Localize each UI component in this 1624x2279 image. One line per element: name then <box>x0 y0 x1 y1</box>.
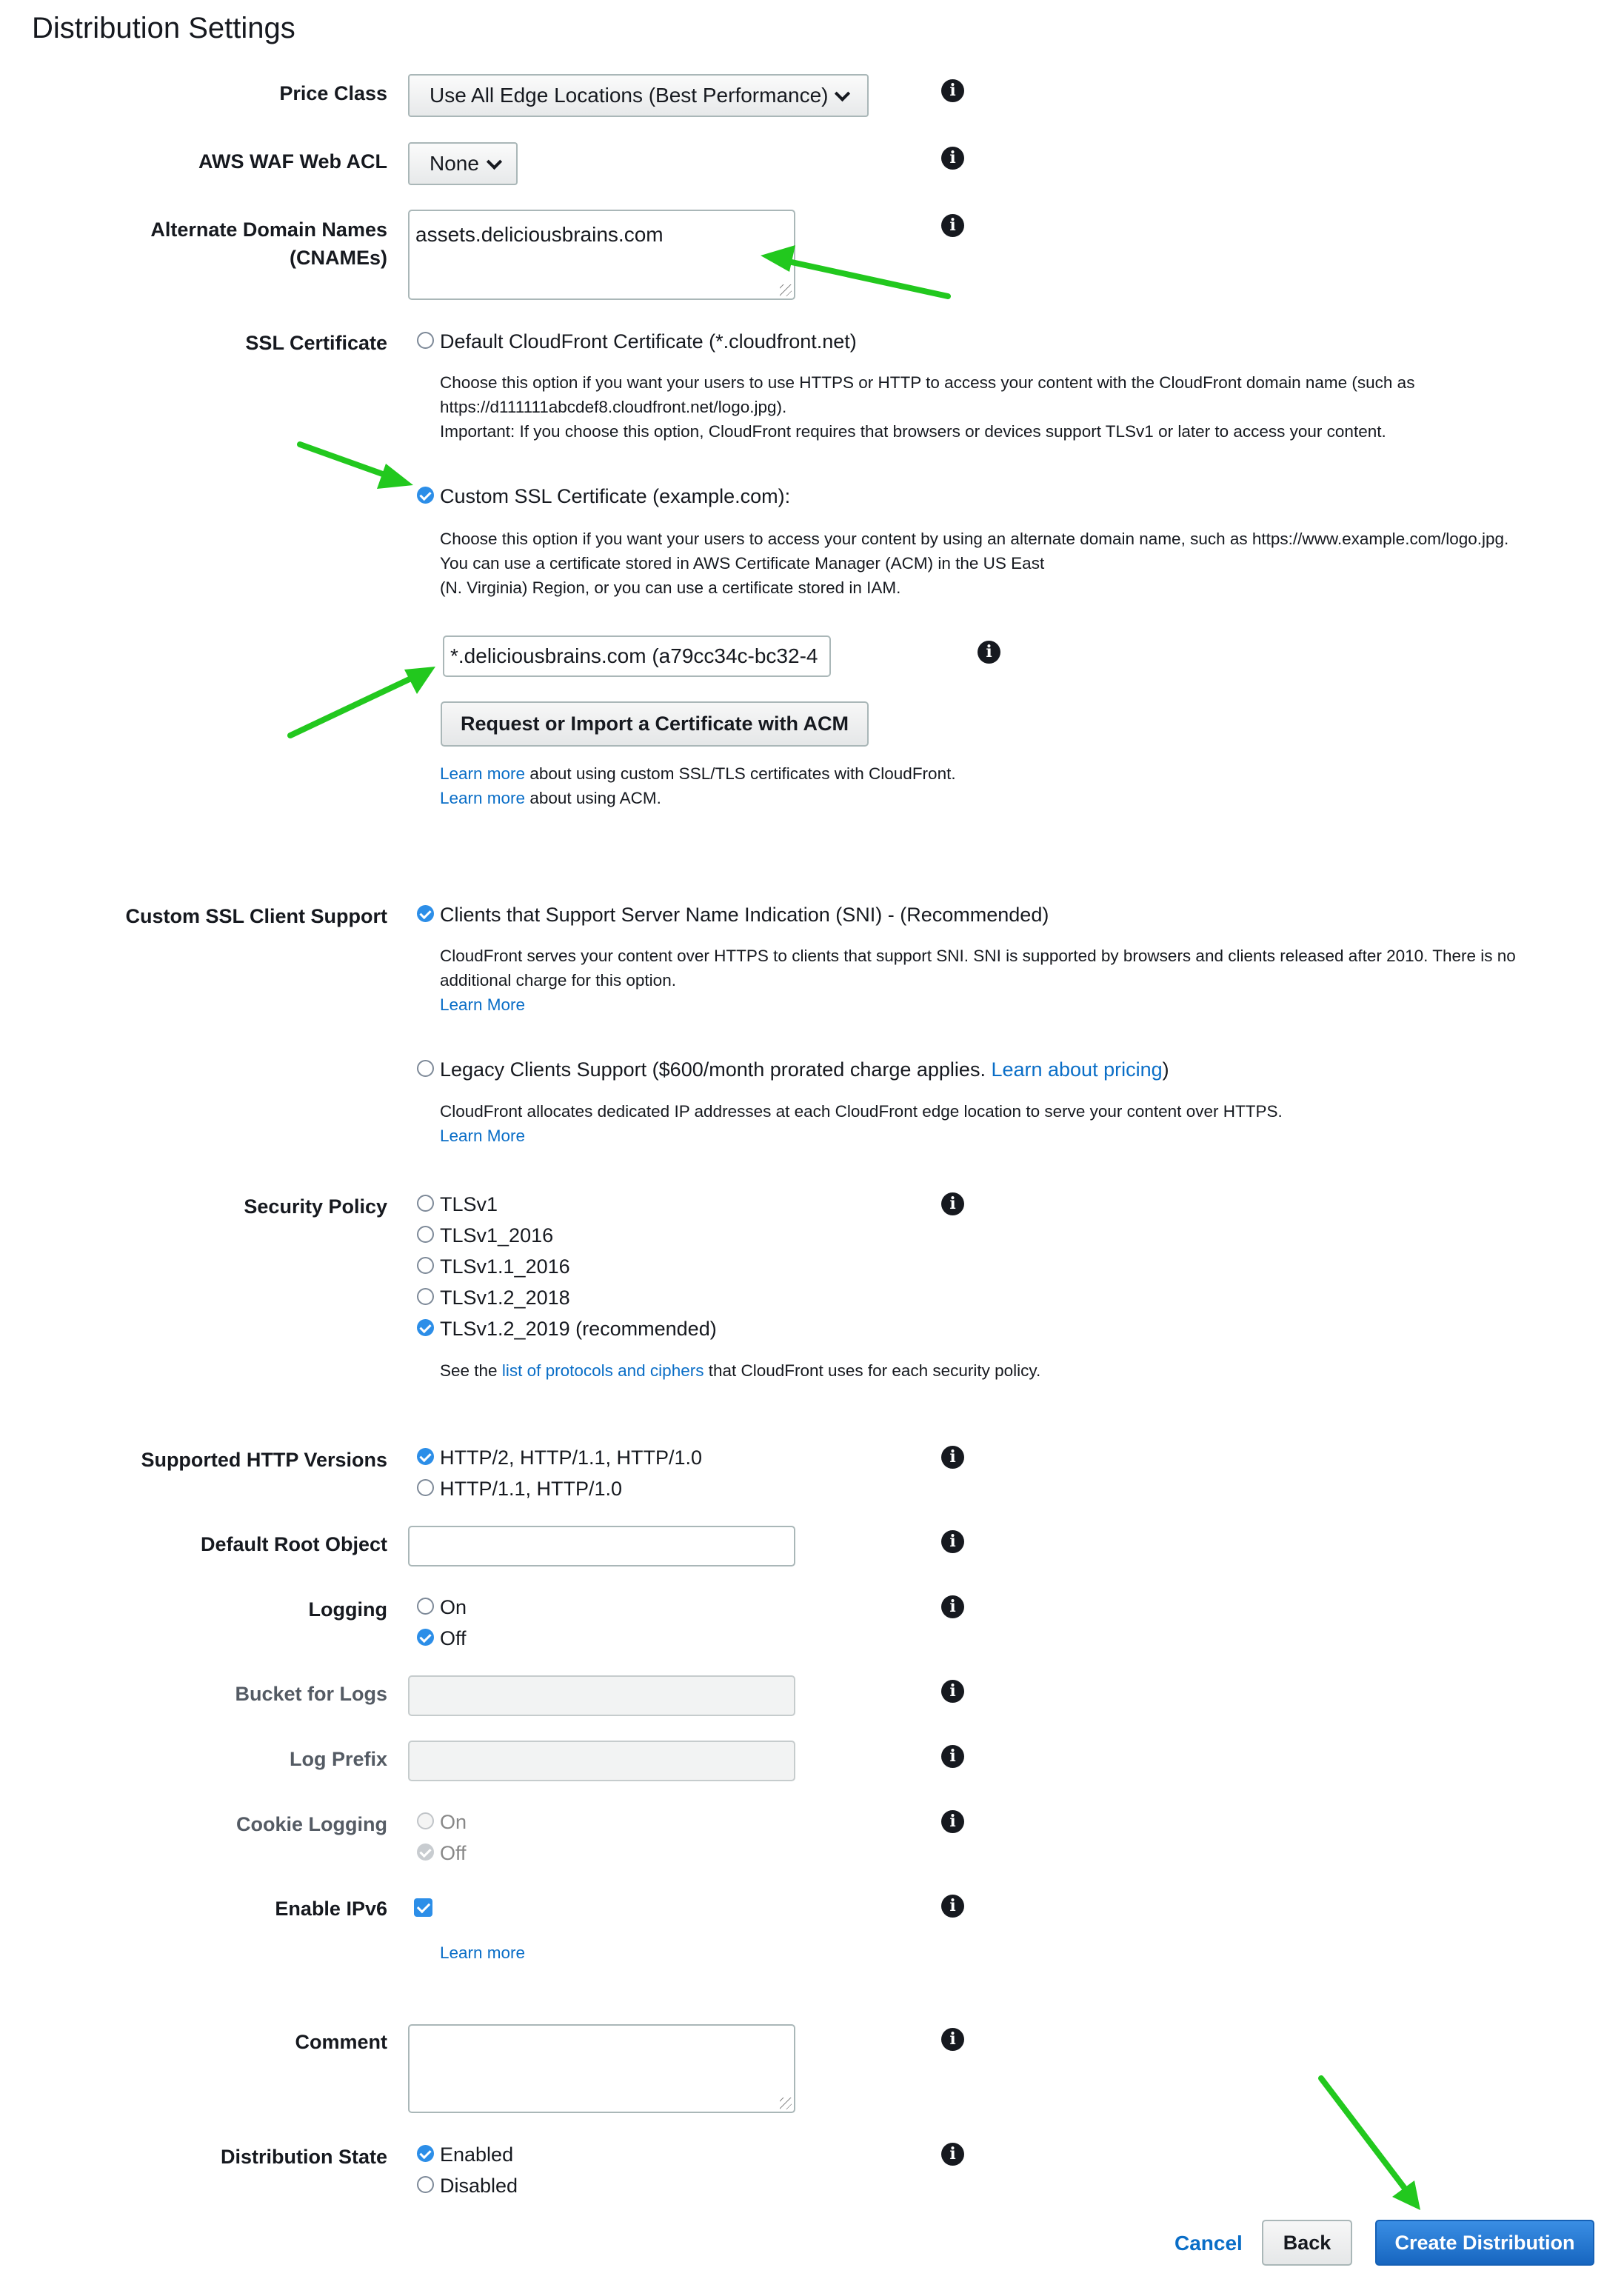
cookie-logging-label: Cookie Logging <box>236 1813 387 1835</box>
tls-option[interactable]: TLSv1_2016 <box>440 1224 554 1247</box>
http-versions-label: Supported HTTP Versions <box>141 1449 387 1471</box>
log-prefix-label: Log Prefix <box>289 1748 387 1770</box>
log-prefix-info-icon[interactable]: i <box>941 1745 964 1768</box>
security-policy-label: Security Policy <box>244 1195 387 1218</box>
client-support-label: Custom SSL Client Support <box>125 905 387 927</box>
ssl-custom-option[interactable]: Custom SSL Certificate (example.com): <box>440 485 791 507</box>
dist-state-info-icon[interactable]: i <box>941 2143 964 2166</box>
certificate-value: *.deliciousbrains.com (a79cc34c-bc32-4 <box>450 644 818 667</box>
arrow-head-icon <box>1392 2180 1420 2210</box>
tls-option[interactable]: TLSv1.2_2019 (recommended) <box>440 1318 717 1340</box>
bucket-info-icon[interactable]: i <box>941 1680 964 1703</box>
arrow-cnames <box>785 261 948 296</box>
cancel-link[interactable]: Cancel <box>1174 2232 1243 2255</box>
ipv6-info-icon[interactable]: i <box>941 1895 964 1918</box>
arrow-create <box>1321 2078 1406 2189</box>
sni-option[interactable]: Clients that Support Server Name Indication (SNI) - (Recommended) <box>440 904 1049 926</box>
arrow-head-icon <box>377 464 413 489</box>
comment-info-icon[interactable]: i <box>941 2028 964 2051</box>
price-class-value: Use All Edge Locations (Best Performance) <box>430 84 829 107</box>
learn-more-acm-link[interactable]: Learn more <box>440 789 526 807</box>
http-version-option[interactable]: HTTP/1.1, HTTP/1.0 <box>440 1478 623 1500</box>
request-acm-button[interactable]: Request or Import a Certificate with ACM <box>441 701 869 747</box>
cnames-info-icon[interactable]: i <box>941 214 964 237</box>
dist-state-enabled-option[interactable]: Enabled <box>440 2143 514 2166</box>
legacy-description: CloudFront allocates dedicated IP addresses at each CloudFront edge location to serve your content over HTTPS. Learn More <box>440 1102 1283 1145</box>
cnames-label-line2: (CNAMEs) <box>290 247 387 269</box>
learn-about-pricing-link[interactable]: Learn about pricing <box>991 1058 1163 1081</box>
comment-label: Comment <box>295 2031 387 2053</box>
logging-off-option[interactable]: Off <box>440 1627 467 1649</box>
sni-description: CloudFront serves your content over HTTPS to clients that support SNI. SNI is supported by browsers and clients released after 2010. There is no additional charge for this option. Learn More <box>440 947 1516 1014</box>
page-title: Distribution Settings <box>32 12 295 44</box>
dist-state-disabled-option[interactable]: Disabled <box>440 2175 518 2197</box>
cookie-logging-on-option[interactable]: On <box>440 1811 467 1833</box>
certificate-info-icon[interactable]: i <box>978 641 1000 664</box>
arrow-head-icon <box>761 245 795 272</box>
waf-value: None <box>430 152 479 175</box>
http-version-option[interactable]: HTTP/2, HTTP/1.1, HTTP/1.0 <box>440 1447 703 1469</box>
logging-label: Logging <box>308 1598 387 1621</box>
security-policy-note: See the list of protocols and ciphers that CloudFront uses for each security policy. <box>440 1361 1041 1380</box>
tls-option[interactable]: TLSv1 <box>440 1193 498 1215</box>
legacy-learn-more-link[interactable]: Learn More <box>440 1127 526 1145</box>
arrow-custom-ssl <box>300 444 389 476</box>
ssl-label: SSL Certificate <box>245 332 387 354</box>
tls-option[interactable]: TLSv1.2_2018 <box>440 1287 570 1309</box>
cnames-label-line1: Alternate Domain Names <box>150 218 387 241</box>
ssl-custom-description: Choose this option if you want your users to access your content by using an alternate domain name, such as https://www.example.com/logo.jpg. You can use a certificate stored in AWS Certificate Manager (ACM) in the US East (N. Virginia) Region, or you can use a certificate stored in IAM. <box>440 530 1509 597</box>
sni-learn-more-link[interactable]: Learn More <box>440 995 526 1014</box>
protocols-ciphers-link[interactable]: list of protocols and ciphers <box>501 1361 704 1380</box>
learn-more-ssl-link[interactable]: Learn more <box>440 764 526 783</box>
dist-state-label: Distribution State <box>220 2146 387 2168</box>
price-class-info-icon[interactable]: i <box>941 79 964 102</box>
create-distribution-button[interactable]: Create Distribution <box>1375 2220 1594 2266</box>
ssl-learn-more: Learn more about using custom SSL/TLS certificates with CloudFront. Learn more about using ACM. <box>440 764 956 807</box>
arrow-certificate <box>290 678 411 735</box>
security-policy-info-icon[interactable]: i <box>941 1192 964 1215</box>
back-button[interactable]: Back <box>1262 2220 1352 2266</box>
tls-option[interactable]: TLSv1.1_2016 <box>440 1255 570 1278</box>
logging-on-option[interactable]: On <box>440 1596 467 1618</box>
legacy-option[interactable]: Legacy Clients Support ($600/month prorated charge applies. Learn about pricing) <box>440 1058 1169 1081</box>
waf-label: AWS WAF Web ACL <box>198 150 387 173</box>
ssl-default-description: Choose this option if you want your users to use HTTPS or HTTP to access your content with the CloudFront domain name (such as https://d111111abcdef8.cloudfront.net/logo.jpg). Important: If you choose this option, CloudFront requires that browsers or devices support TLSv1 or later to access your content. <box>440 373 1415 441</box>
root-object-label: Default Root Object <box>200 1533 387 1555</box>
root-object-info-icon[interactable]: i <box>941 1530 964 1553</box>
cookie-logging-off-option[interactable]: Off <box>440 1842 467 1864</box>
waf-info-icon[interactable]: i <box>941 147 964 170</box>
price-class-label: Price Class <box>279 82 387 104</box>
logging-info-icon[interactable]: i <box>941 1595 964 1618</box>
ssl-default-option[interactable]: Default CloudFront Certificate (*.cloudfront.net) <box>440 330 857 353</box>
cookie-logging-info-icon[interactable]: i <box>941 1810 964 1833</box>
ipv6-label: Enable IPv6 <box>275 1898 387 1920</box>
http-versions-info-icon[interactable]: i <box>941 1446 964 1469</box>
cnames-value: assets.deliciousbrains.com <box>415 223 664 246</box>
bucket-label: Bucket for Logs <box>235 1683 387 1705</box>
ipv6-learn-more-link[interactable]: Learn more <box>440 1943 526 1962</box>
